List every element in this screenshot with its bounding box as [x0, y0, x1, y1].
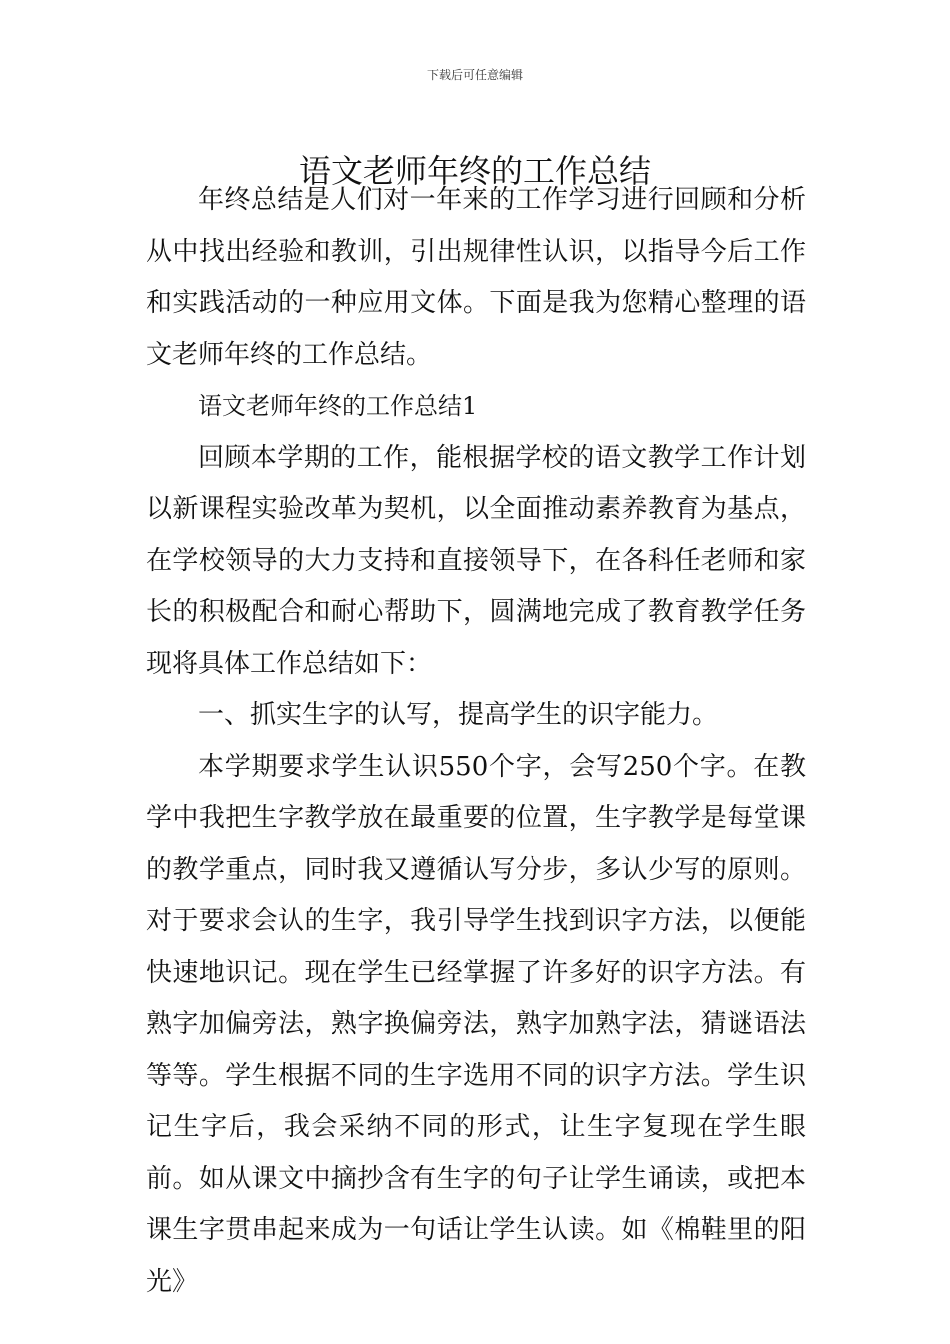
document-title: 语文老师年终的工作总结 — [298, 152, 651, 191]
body-paragraph: 本学期要求学生认识550个字，会写250个字。在教学中我把生字教学放在最重要的位置，生字教学是每堂课的教学重点，同时我又遵循认写分步，多认少写的原则。对于要求会认的生字，我引导学生找到识字方法，以便能快速地识记。现在学生已经掌握了许多好的识字方法。有熟字加偏旁法，熟字换偏旁法，熟字加熟字法，猜谜语法等等。学生根据不同的生字选用不同的识字方法。学生识记生字后，我会采纳不同的形式，让生字复现在学生眼前。如从课文中摘抄含有生字的句子让学生诵读，或把本课生字贯串起来成为一句话让学生认读。如《棉鞋里的阳光》 — [146, 751, 806, 1297]
document-body — [146, 175, 806, 1308]
section-heading: 语文老师年终的工作总结1 — [198, 392, 478, 420]
header-note: 下载后可任意编辑 — [426, 68, 523, 82]
intro-paragraph: 年终总结是人们对一年来的工作学习进行回顾和分析从中找出经验和教训，引出规律性认识，以指导今后工作和实践活动的一种应用文体。下面是我为您精心整理的语文老师年终的工作总结。 — [146, 185, 806, 370]
subsection-heading: 一、抓实生字的认写，提高学生的识字能力。 — [198, 700, 719, 730]
body-paragraph: 回顾本学期的工作，能根据学校的语文教学工作计划以新课程实验改革为契机，以全面推动素养教育为基点，在学校领导的大力支持和直接领导下，在各科任老师和家长的积极配合和耐心帮助下，圆满地完成了教育教学任务现将具体工作总结如下： — [146, 442, 806, 679]
